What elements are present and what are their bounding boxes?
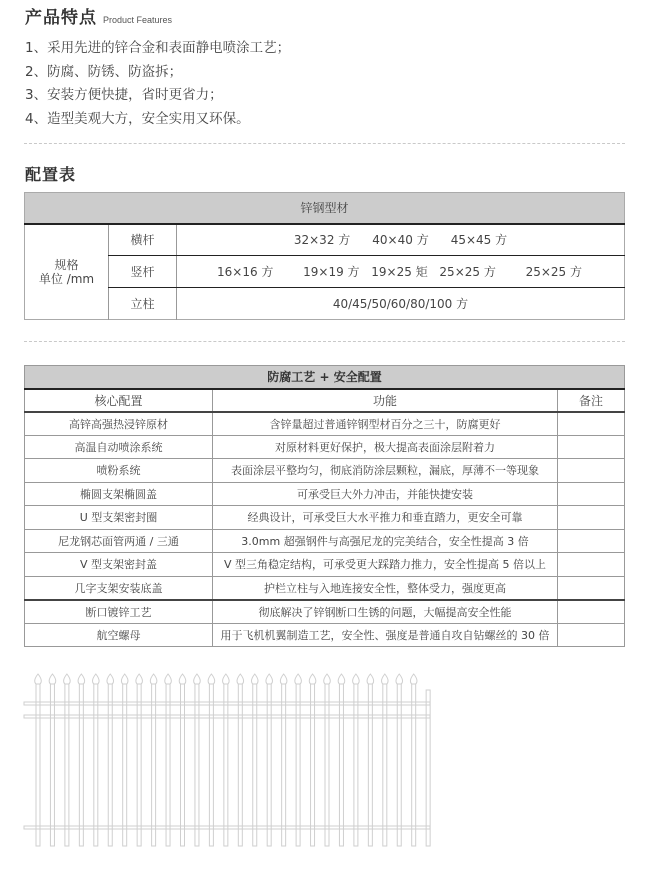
features-subtitle: Product Features [103, 15, 173, 25]
fence-picket [166, 682, 170, 846]
fence-outline-icon [0, 660, 650, 875]
fence-picket [152, 682, 156, 846]
fence-picket [36, 682, 40, 846]
safety-row [25, 623, 625, 647]
feature-item: 3、安装方便快捷，省时更省力； [25, 87, 223, 103]
fence-finial [295, 674, 302, 684]
fence-finial [353, 674, 360, 684]
fence-picket [282, 682, 286, 846]
fence-finial [324, 674, 331, 684]
fence-picket [426, 690, 430, 846]
fence-finial [179, 674, 186, 684]
safety-cell-function: 3.0mm 超强钢件与高强尼龙的完美结合，安全性提高 3 倍 [213, 529, 558, 553]
safety-cell-note [558, 600, 625, 624]
safety-cell-config: 几字支架安装底盖 [25, 576, 213, 600]
spec-row-sizes [177, 224, 625, 256]
fence-finial [194, 674, 201, 684]
safety-row [25, 553, 625, 577]
feature-item: 1、采用先进的锌合金和表面静电喷涂工艺； [25, 40, 291, 56]
spec-table-header: 锌钢型材 [25, 193, 625, 224]
fence-finial [136, 674, 143, 684]
safety-table [24, 365, 625, 647]
safety-cell-note [558, 576, 625, 600]
fence-finial [266, 674, 273, 684]
fence-finial [367, 674, 374, 684]
safety-cell-function: 彻底解决了锌钢断口生锈的问题，大幅提高安全性能 [213, 600, 558, 624]
fence-finial [64, 674, 71, 684]
spec-unit-label-line1: 规格 [54, 257, 79, 272]
fence-bottom-rail [24, 826, 430, 829]
fence-picket [325, 682, 329, 846]
safety-cell-function: 经典设计，可承受巨大水平推力和垂直踏力，更安全可靠 [213, 506, 558, 530]
fence-picket [108, 682, 112, 846]
fence-finial [280, 674, 287, 684]
fence-picket [238, 682, 242, 846]
fence-finial [237, 674, 244, 684]
safety-cell-note [558, 623, 625, 647]
safety-cell-note [558, 412, 625, 436]
fence-finial [251, 674, 258, 684]
fence-finial [338, 674, 345, 684]
fence-finial [92, 674, 99, 684]
safety-cell-config: 断口镀锌工艺 [25, 600, 213, 624]
fence-picket [267, 682, 271, 846]
safety-cell-config: 高锌高强热浸锌原材 [25, 412, 213, 436]
feature-item: 4、造型美观大方，安全实用又环保。 [25, 110, 250, 127]
section-divider [24, 143, 625, 144]
spec-table [24, 192, 625, 320]
column-header-function: 功能 [213, 389, 558, 412]
safety-row [25, 506, 625, 530]
column-header-config: 核心配置 [25, 389, 213, 412]
safety-row [25, 412, 625, 436]
safety-cell-config: 航空螺母 [25, 623, 213, 647]
safety-column-headers [25, 389, 625, 412]
safety-cell-function: V 型三角稳定结构，可承受更大踩踏力推力，安全性提高 5 倍以上 [213, 553, 558, 577]
fence-picket [412, 682, 416, 846]
fence-picket [123, 682, 127, 846]
spec-row-name: 竖杆 [109, 256, 177, 288]
section-divider [24, 341, 625, 342]
fence-finial [396, 674, 403, 684]
safety-cell-config: 尼龙钢芯面管两通 / 三通 [25, 529, 213, 553]
fence-picket [50, 682, 54, 846]
size-value: 16×16 方 [217, 265, 274, 279]
fence-picket [354, 682, 358, 846]
column-header-note: 备注 [558, 389, 625, 412]
safety-row [25, 576, 625, 600]
safety-row [25, 529, 625, 553]
size-value: 19×19 方 [303, 265, 360, 279]
fence-picket [397, 682, 401, 846]
spec-row-name: 横杆 [109, 224, 177, 256]
fence-finial [208, 674, 215, 684]
features-title: 产品特点 [25, 8, 97, 28]
fence-picket [253, 682, 257, 846]
fence-picket [94, 682, 98, 846]
spec-row-sizes [177, 288, 625, 320]
fence-picket [383, 682, 387, 846]
safety-cell-note [558, 482, 625, 506]
fence-picket [209, 682, 213, 846]
safety-cell-function: 护栏立柱与入地连接安全性，整体受力，强度更高 [213, 576, 558, 600]
fence-finial [223, 674, 230, 684]
fence-picket [181, 682, 185, 846]
safety-cell-config: V 型支架密封盖 [25, 553, 213, 577]
spec-row-picket [25, 256, 625, 288]
fence-finial [150, 674, 157, 684]
fence-finial [35, 674, 42, 684]
config-title: 配置表 [25, 165, 77, 184]
fence-finial [78, 674, 85, 684]
safety-cell-note [558, 435, 625, 459]
fence-picket [137, 682, 141, 846]
size-value: 45×45 方 [450, 233, 508, 248]
safety-cell-function: 对原材料更好保护，极大提高表面涂层附着力 [213, 435, 558, 459]
feature-list [25, 37, 290, 131]
safety-cell-config: 椭圆支架椭圆盖 [25, 482, 213, 506]
size-value: 25×25 方 [525, 265, 582, 279]
fence-picket [195, 682, 199, 846]
feature-item: 2、防腐、防锈、防盗拆； [25, 63, 183, 80]
fence-finial [121, 674, 128, 684]
safety-cell-note [558, 529, 625, 553]
safety-cell-note [558, 553, 625, 577]
size-value: 40×40 方 [372, 233, 429, 248]
safety-cell-config: 高温自动喷涂系统 [25, 435, 213, 459]
safety-cell-function: 含锌量超过普通锌钢型材百分之三十，防腐更好 [213, 412, 558, 436]
fence-finial [107, 674, 114, 684]
fence-top-rail [24, 702, 430, 705]
fence-picket [224, 682, 228, 846]
features-header [25, 3, 172, 28]
fence-finial [49, 674, 56, 684]
fence-picket [296, 682, 300, 846]
fence-finial [165, 674, 172, 684]
fence-picket [65, 682, 69, 846]
fence-middle-rail [24, 715, 430, 718]
size-value: 19×25 矩 [371, 265, 428, 279]
fence-picket [311, 682, 315, 846]
spec-unit-label [25, 224, 109, 320]
safety-cell-note [558, 459, 625, 483]
fence-finial [381, 674, 388, 684]
spec-row-post [25, 288, 625, 320]
spec-row-sizes [177, 256, 625, 288]
safety-row [25, 459, 625, 483]
safety-row [25, 482, 625, 506]
fence-picket [339, 682, 343, 846]
safety-cell-function: 用于飞机机翼制造工艺，安全性、强度是普通自攻自钻螺丝的 30 倍 [213, 623, 558, 647]
safety-cell-function: 表面涂层平整均匀，彻底消防涂层颗粒，漏底，厚薄不一等现象 [213, 459, 558, 483]
fence-finial [309, 674, 316, 684]
size-value: 32×32 方 [293, 233, 351, 248]
fence-picket [79, 682, 83, 846]
safety-cell-function: 可承受巨大外力冲击，并能快捷安装 [213, 482, 558, 506]
safety-cell-note [558, 506, 625, 530]
size-value: 40/45/50/60/80/100 方 [332, 297, 469, 311]
safety-row [25, 600, 625, 624]
spec-unit-label-line2: 单位 /mm [38, 271, 95, 286]
safety-table-header: 防腐工艺 + 安全配置 [25, 366, 625, 389]
safety-cell-config: U 型支架密封圈 [25, 506, 213, 530]
fence-picket [368, 682, 372, 846]
fence-finial [410, 674, 417, 684]
safety-row [25, 435, 625, 459]
spec-row-name: 立柱 [109, 288, 177, 320]
safety-cell-config: 喷粉系统 [25, 459, 213, 483]
size-value: 25×25 方 [439, 265, 496, 279]
spec-row-crossbar [25, 224, 625, 256]
